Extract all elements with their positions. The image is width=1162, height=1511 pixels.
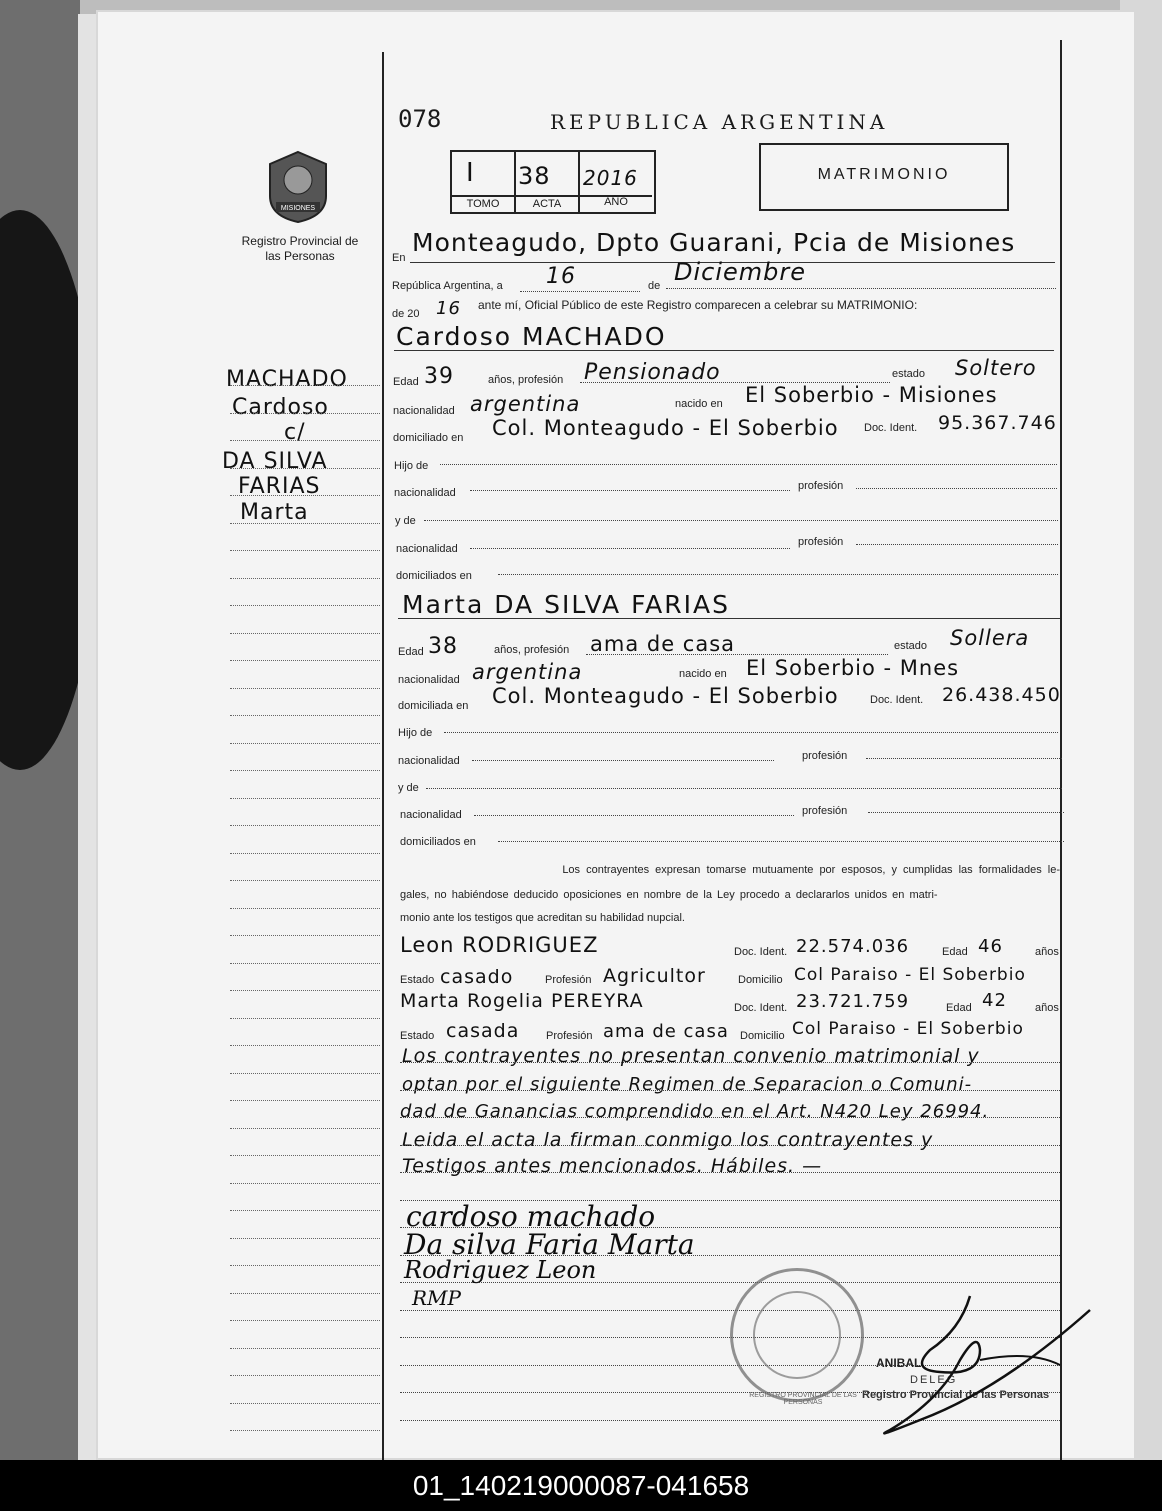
- bride-anos-label: años, profesión: [494, 644, 570, 656]
- acta-value: 38: [518, 162, 551, 190]
- groom-domicilio-label: domiciliado en: [393, 432, 464, 444]
- groom-nationality: argentina: [470, 392, 581, 416]
- margin-note-6: Marta: [240, 500, 309, 525]
- witness1-anos-label: años: [1035, 946, 1059, 958]
- groom-estado-label: estado: [892, 368, 926, 380]
- witness1-name: Leon RODRIGUEZ: [400, 933, 599, 957]
- margin-ruled-line: [230, 990, 380, 991]
- bride-name: Marta DA SILVA FARIAS: [402, 590, 730, 619]
- groom-nacido-label: nacido en: [675, 398, 723, 410]
- witness2-estado-label: Estado: [400, 1030, 435, 1042]
- witness2-doc-label: Doc. Ident.: [734, 1002, 788, 1014]
- witness2-profesion-label: Profesión: [546, 1030, 593, 1042]
- margin-ruled-line: [230, 523, 380, 524]
- margin-ruled-line: [230, 660, 380, 661]
- ruled-line: [400, 1062, 1060, 1063]
- ruled-line: [400, 1090, 1060, 1091]
- de-label: de: [648, 280, 661, 292]
- ruled-line: [400, 1145, 1060, 1146]
- margin-ruled-line: [230, 578, 380, 579]
- seal-text: REGISTRO PROVINCIAL DE LAS PERSONAS: [749, 1392, 857, 1406]
- acta-label: ACTA: [532, 198, 562, 210]
- country-title: REPUBLICA ARGENTINA: [550, 110, 889, 134]
- margin-ruled-line: [230, 1293, 380, 1294]
- document-type: MATRIMONIO: [817, 166, 951, 183]
- groom-name: Cardoso MACHADO: [396, 322, 667, 351]
- margin-ruled-line: [230, 605, 380, 606]
- bride-father-nacionalidad-label: nacionalidad: [398, 755, 460, 767]
- margin-note-4: DA SILVA: [222, 449, 328, 474]
- bride-nacionalidad-label: nacionalidad: [398, 674, 460, 686]
- bride-domicilio-label: domiciliada en: [398, 700, 469, 712]
- margin-ruled-line: [230, 798, 380, 799]
- groom-profession: Pensionado: [584, 360, 721, 385]
- note-line-1: Los contrayentes no presentan convenio matrimonial y: [402, 1045, 980, 1067]
- witness1-domicilio-label: Domicilio: [738, 974, 783, 986]
- witness1-doc: 22.574.036: [796, 936, 910, 957]
- bride-yde-label: y de: [398, 782, 419, 794]
- margin-ruled-line: [230, 413, 380, 414]
- margin-ruled-line: [230, 853, 380, 854]
- witness2-signature: RMP: [412, 1286, 461, 1310]
- margin-ruled-line: [230, 1265, 380, 1266]
- margin-ruled-line: [230, 1100, 380, 1101]
- margin-ruled-line: [230, 688, 380, 689]
- appearance-text: ante mí, Oficial Público de este Registro comparecen a celebrar su MATRIMONIO:: [478, 298, 918, 312]
- margin-ruled-line: [230, 715, 380, 716]
- witness2-estado: casada: [446, 1020, 520, 1042]
- margin-ruled-line: [230, 880, 380, 881]
- margin-ruled-line: [230, 1155, 380, 1156]
- en-label: En: [392, 252, 406, 264]
- bride-estado-label: estado: [894, 640, 928, 652]
- bride-nacido-label: nacido en: [679, 668, 727, 680]
- anio-value: 2016: [583, 166, 638, 190]
- bride-nationality: argentina: [472, 660, 583, 684]
- bride-age: 38: [428, 634, 458, 659]
- declaration-line-3: monio ante los testigos que acreditan su habilidad nupcial.: [400, 912, 685, 924]
- witness2-domicilio: Col Paraiso - El Soberbio: [792, 1019, 1024, 1039]
- margin-ruled-line: [230, 935, 380, 936]
- witness1-profession: Agricultor: [603, 965, 706, 987]
- groom-yde-label: y de: [395, 515, 416, 527]
- margin-ruled-line: [230, 495, 380, 496]
- margin-ruled-line: [230, 1348, 380, 1349]
- margin-ruled-line: [230, 1073, 380, 1074]
- note-line-5: Testigos antes mencionados. Hábiles. —: [402, 1155, 823, 1177]
- witness2-age: 42: [982, 990, 1007, 1011]
- groom-father-nacionalidad-label: nacionalidad: [394, 487, 456, 499]
- bride-address: Col. Monteagudo - El Soberbio: [492, 684, 839, 708]
- groom-nacionalidad-label: nacionalidad: [393, 405, 455, 417]
- note-line-2: optan por el siguiente Regimen de Separacion o Comuni-: [402, 1074, 973, 1095]
- margin-ruled-line: [230, 633, 380, 634]
- witness2-name: Marta Rogelia PEREYRA: [400, 990, 644, 1012]
- margin-ruled-line: [230, 908, 380, 909]
- groom-civil-status: Soltero: [955, 356, 1037, 380]
- witness1-profesion-label: Profesión: [545, 974, 592, 986]
- witness1-age: 46: [978, 936, 1003, 957]
- bride-doc-label: Doc. Ident.: [870, 694, 924, 706]
- declaration-line-1: Los contrayentes expresan tomarse mutuamente por esposos, y cumplidas las formalidades le-: [562, 864, 1060, 876]
- groom-doc: 95.367.746: [938, 412, 1057, 434]
- witness1-estado-label: Estado: [400, 974, 435, 986]
- groom-hijo-label: Hijo de: [394, 460, 429, 472]
- official-stamp-line-3: Registro Provincial de las Personas: [862, 1389, 1050, 1401]
- groom-birthplace: El Soberbio - Misiones: [745, 383, 998, 407]
- emblem-label: MISIONES: [280, 205, 316, 212]
- tomo-value: I: [466, 158, 475, 188]
- note-line-4: Leida el acta la firman conmigo los contrayentes y: [402, 1129, 934, 1151]
- margin-divider: [382, 52, 384, 1460]
- day-value: 16: [546, 264, 576, 289]
- margin-ruled-line: [230, 1430, 380, 1431]
- witness1-doc-label: Doc. Ident.: [734, 946, 788, 958]
- witness2-profession: ama de casa: [603, 1021, 729, 1042]
- witness1-domicilio: Col Paraiso - El Soberbio: [794, 965, 1026, 985]
- margin-ruled-line: [230, 1018, 380, 1019]
- groom-age: 39: [424, 364, 454, 389]
- margin-ruled-line: [230, 963, 380, 964]
- groom-mother-profesion-label: profesión: [798, 536, 844, 548]
- witness1-edad-label: Edad: [942, 946, 968, 958]
- bride-mother-nacionalidad-label: nacionalidad: [400, 809, 462, 821]
- bride-signature: Da silva Faria Marta: [404, 1228, 695, 1261]
- margin-note-2: Cardoso: [232, 395, 329, 420]
- bride-hijo-label: Hijo de: [398, 727, 433, 739]
- witness2-doc: 23.721.759: [796, 991, 910, 1012]
- margin-ruled-line: [230, 1320, 380, 1321]
- bride-father-profesion-label: profesión: [802, 750, 848, 762]
- groom-anos-label: años, profesión: [488, 374, 564, 386]
- margin-ruled-line: [230, 440, 380, 441]
- ruled-line: [400, 1172, 1060, 1173]
- margin-ruled-line: [230, 1183, 380, 1184]
- bride-birthplace: El Soberbio - Mnes: [746, 656, 960, 680]
- groom-edad-label: Edad: [393, 376, 419, 388]
- witness1-estado: casado: [440, 966, 514, 988]
- ruled-line: [400, 1117, 1060, 1118]
- groom-address: Col. Monteagudo - El Soberbio: [492, 416, 839, 440]
- groom-mother-nacionalidad-label: nacionalidad: [396, 543, 458, 555]
- margin-ruled-line: [230, 825, 380, 826]
- bride-edad-label: Edad: [398, 646, 424, 658]
- misiones-emblem: [266, 150, 330, 224]
- margin-ruled-line: [230, 1045, 380, 1046]
- witness2-domicilio-label: Domicilio: [740, 1030, 785, 1042]
- record-number: 078: [398, 105, 442, 133]
- note-line-3: dad de Ganancias comprendido en el Art. N420 Ley 26994.: [400, 1101, 990, 1122]
- margin-ruled-line: [230, 1238, 380, 1239]
- margin-ruled-line: [230, 550, 380, 551]
- margin-note-5: FARIAS: [238, 474, 321, 499]
- bride-parents-domicilio-label: domiciliados en: [400, 836, 476, 848]
- bride-profession: ama de casa: [590, 632, 736, 656]
- witness2-edad-label: Edad: [946, 1002, 972, 1014]
- official-seal: [730, 1268, 864, 1402]
- margin-note-3: c/: [284, 420, 306, 445]
- footer-id: 01_140219000087-041658: [0, 1460, 1162, 1511]
- official-stamp-line-1: ANIBAL: [876, 1356, 922, 1370]
- margin-ruled-line: [230, 385, 380, 386]
- bride-mother-profesion-label: profesión: [802, 805, 848, 817]
- anio-label: AÑO: [604, 196, 628, 208]
- witness2-anos-label: años: [1035, 1002, 1059, 1014]
- republica-label: República Argentina, a: [392, 280, 503, 292]
- year-value: 16: [436, 298, 461, 319]
- margin-ruled-line: [230, 1403, 380, 1404]
- bride-civil-status: Sollera: [950, 626, 1030, 650]
- margin-ruled-line: [230, 468, 380, 469]
- groom-father-profesion-label: profesión: [798, 480, 844, 492]
- margin-ruled-line: [230, 1128, 380, 1129]
- margin-ruled-line: [230, 1210, 380, 1211]
- margin-note-1: MACHADO: [226, 367, 348, 392]
- official-signature: [860, 1290, 1100, 1440]
- official-stamp-line-2: DELEG: [910, 1374, 958, 1386]
- place-value: Monteagudo, Dpto Guarani, Pcia de Misiones: [412, 228, 1016, 257]
- registry-name: Registro Provincial de las Personas: [241, 234, 359, 263]
- right-border: [1060, 40, 1062, 1460]
- groom-doc-label: Doc. Ident.: [864, 422, 918, 434]
- bride-doc: 26.438.450: [942, 684, 1061, 706]
- month-value: Diciembre: [674, 258, 807, 286]
- groom-signature: cardoso machado: [406, 1200, 656, 1233]
- declaration-line-2: gales, no habiéndose deducido oposiciones en nombre de la Ley procedo a declararlos unidos en matri-: [400, 889, 938, 901]
- witness1-signature: Rodriguez Leon: [404, 1256, 597, 1284]
- tomo-label: TOMO: [466, 198, 500, 210]
- year-prefix-label: de 20: [392, 308, 420, 320]
- groom-parents-domicilio-label: domiciliados en: [396, 570, 472, 582]
- margin-ruled-line: [230, 1375, 380, 1376]
- margin-ruled-line: [230, 770, 380, 771]
- margin-ruled-line: [230, 743, 380, 744]
